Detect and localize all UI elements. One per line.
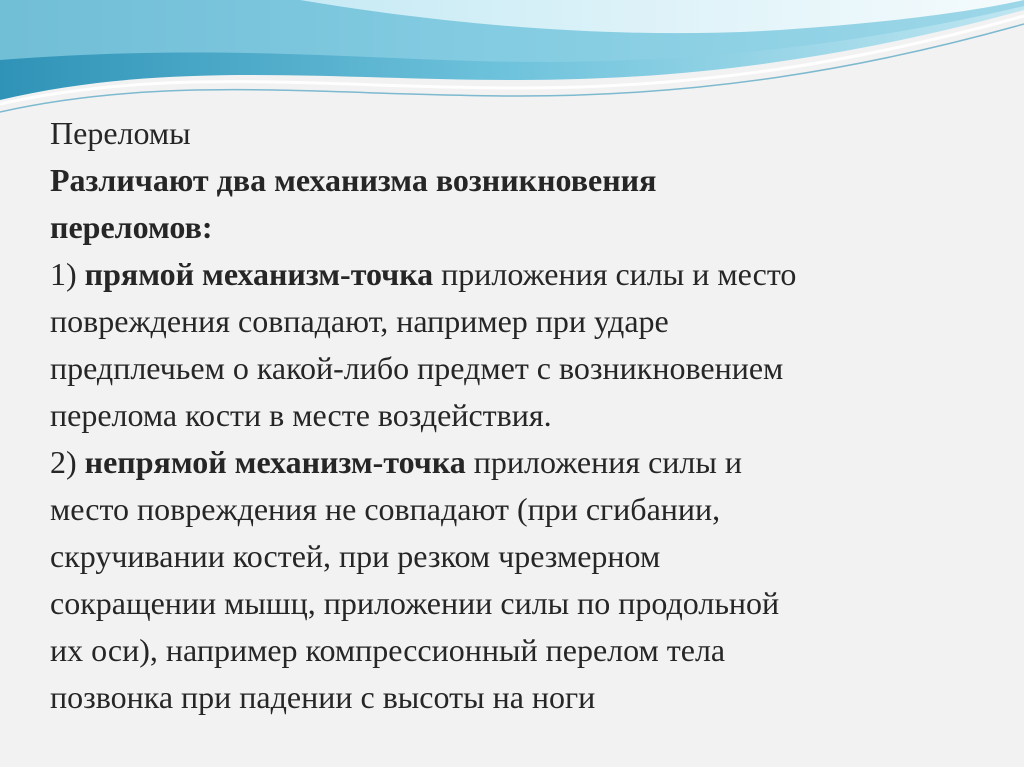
- item-1-line-3: предплечьем о какой-либо предмет с возникновением: [50, 350, 784, 386]
- item-1-rest: приложения силы и место: [433, 256, 797, 292]
- item-1-line-4: перелома кости в месте воздействия.: [50, 397, 552, 433]
- subtitle-line-2: переломов:: [50, 209, 213, 245]
- item-1-line-2: повреждения совпадают, например при ударе: [50, 303, 669, 339]
- item-2-term: непрямой механизм-точка: [84, 444, 466, 480]
- item-2-line-3: скручивании костей, при резком чрезмерном: [50, 538, 661, 574]
- item-2-line-4: сокращении мышц, приложении силы по продольной: [50, 585, 780, 621]
- header-wave-decoration: [0, 0, 1024, 120]
- item-1-line-1: [50, 251, 990, 298]
- item-2-line-5: их оси), например компрессионный перелом тела: [50, 632, 726, 668]
- item-2-line-2: место повреждения не совпадают (при сгибании,: [50, 491, 721, 527]
- item-1-term: прямой механизм-точка: [84, 256, 434, 292]
- item-2-number: 2): [50, 444, 85, 480]
- item-2-rest: приложения силы и: [465, 444, 742, 480]
- item-1-number: 1): [50, 256, 85, 292]
- item-2-line-6: позвонка при падении с высоты на ноги: [50, 679, 596, 715]
- slide-title: Переломы: [50, 115, 191, 151]
- slide-body: [50, 110, 990, 721]
- subtitle-line-1: Различают два механизма возникновения: [50, 162, 657, 198]
- item-2-line-1: [50, 439, 990, 486]
